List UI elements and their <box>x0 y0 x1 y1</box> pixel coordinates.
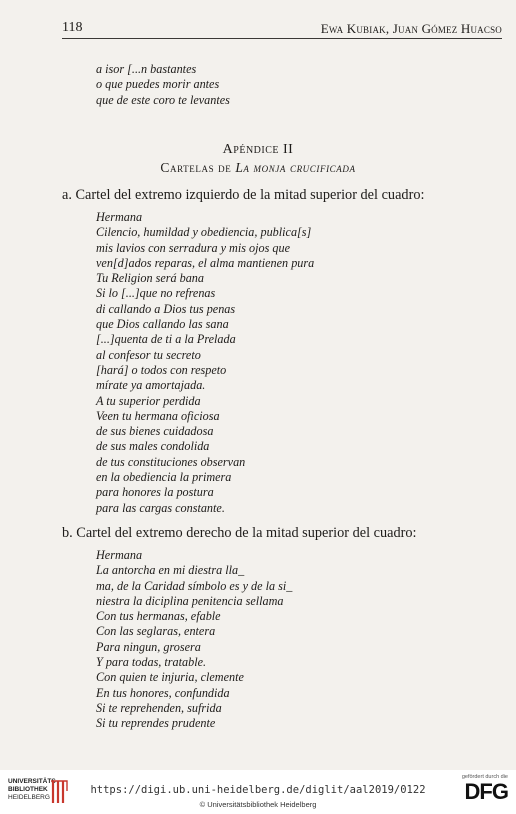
verse-line: a isor [...n bastantes <box>96 62 197 76</box>
verse-line: niestra la diciplina penitencia sellama <box>96 593 284 608</box>
verse-line: Hermana <box>96 548 143 562</box>
verse-line: de tus constituciones observan <box>96 454 246 469</box>
verse-line: para las cargas constante. <box>96 500 225 515</box>
verse-line: En tus honores, confundida <box>96 685 230 700</box>
page-header <box>62 18 502 39</box>
verse-line: [...]quenta de ti a la Prelada <box>96 332 236 347</box>
verse-line: de sus males condolida <box>96 439 210 454</box>
verse-line: o que puedes morir antes <box>96 77 220 92</box>
verse-line: ven[d]ados reparas, el alma mantienen pura <box>96 255 315 270</box>
funder-tagline: gefördert durch die <box>461 774 508 780</box>
permalink-url[interactable]: https://digi.ub.uni-heidelberg.de/diglit/aal2019/0122 <box>90 784 426 796</box>
verse-line: di callando a Dios tus penas <box>96 301 236 316</box>
verse-line: A tu superior perdida <box>96 393 201 408</box>
verse-line: [hará] o todos con respeto <box>96 362 227 377</box>
library-name-line2: BIBLIOTHEK <box>8 786 48 793</box>
section-a-heading: a. Cartel del extremo izquierdo de la mitad superior del cuadro: <box>62 187 425 203</box>
verse-line: Cilencio, humildad y obediencia, publica[s] <box>96 225 312 240</box>
library-name-line1: UNIVERSITÄTS- <box>8 778 58 785</box>
verse-line: mírate ya amortajada. <box>96 378 206 393</box>
running-head: Ewa Kubiak, Juan Gómez Huacso <box>320 21 502 36</box>
verse-line: ma, de la Caridad símbolo es y de la si_ <box>96 578 293 593</box>
verse-line: para honores la postura <box>96 485 214 500</box>
verse-line: en la obediencia la primera <box>96 470 232 485</box>
section-a-verse <box>96 210 314 516</box>
section-b-heading: b. Cartel del extremo derecho de la mitad superior del cuadro: <box>62 525 417 541</box>
funder-logo-text: DFG <box>464 779 508 804</box>
verse-line: Con quien te injuria, clemente <box>96 670 244 685</box>
verse-line: Con las seglaras, entera <box>96 624 216 639</box>
viewer-footer <box>0 770 516 814</box>
section-b-verse <box>96 548 292 732</box>
verse-line: Si lo [...]que no refrenas <box>96 286 216 301</box>
verse-line: Veen tu hermana oficiosa <box>96 408 220 423</box>
library-name-line3: HEIDELBERG <box>8 794 50 801</box>
dfg-logo[interactable] <box>444 774 508 804</box>
verse-line: Para ningun, grosera <box>96 639 201 654</box>
verse-line: que Dios callando las sana <box>96 317 229 332</box>
appendix-subtitle-prefix: Cartelas de <box>160 160 236 175</box>
copyright-notice: © Universitätsbibliothek Heidelberg <box>199 800 317 809</box>
appendix-subtitle-work: La monja crucificada <box>235 160 356 175</box>
verse-line: que de este coro te levantes <box>96 92 230 107</box>
verse-line: La antorcha en mi diestra lla_ <box>96 563 245 578</box>
page-number: 118 <box>62 20 83 35</box>
verse-line: al confesor tu secreto <box>96 347 201 362</box>
appendix-title: Apéndice II <box>222 142 294 157</box>
top-verse <box>96 62 230 108</box>
verse-line: Si tu reprendes prudente <box>96 716 216 731</box>
verse-line: Hermana <box>96 210 143 224</box>
appendix-subtitle <box>0 160 516 176</box>
verse-line: Con tus hermanas, efable <box>96 609 221 624</box>
verse-line: Y para todas, tratable. <box>96 655 207 670</box>
verse-line: mis lavios con serradura y mis ojos que <box>96 240 290 255</box>
verse-line: Si te reprehenden, sufrida <box>96 700 222 715</box>
verse-line: Tu Religion será bana <box>96 271 204 286</box>
verse-line: de sus bienes cuidadosa <box>96 424 214 439</box>
